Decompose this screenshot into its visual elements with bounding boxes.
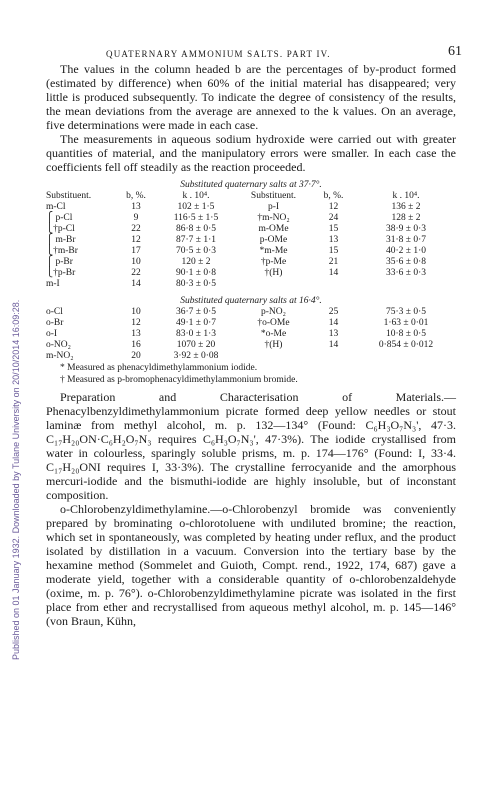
col-header: k . 10⁴.	[392, 191, 420, 201]
col-header: Substituent.	[46, 191, 92, 201]
table-cell: 83·0 ± 1·3	[175, 329, 217, 339]
table-cell: 10	[131, 257, 141, 267]
col-header: b, %.	[323, 191, 344, 201]
table-cell: 31·8 ± 0·7	[385, 235, 427, 245]
table-row	[46, 246, 456, 257]
table-cell: 128 ± 2	[391, 213, 421, 223]
table-cell: ⎧ p-Br	[46, 257, 73, 267]
col-header: b, %.	[126, 191, 146, 201]
table-cell: 15	[328, 224, 339, 234]
table-row	[46, 268, 456, 279]
table1-header-row	[46, 191, 456, 202]
table-cell: 22	[131, 224, 141, 234]
table-cell: †m-NO₂	[257, 213, 290, 223]
table-cell: ⎩†p-Br	[46, 268, 76, 278]
table-cell: 87·7 ± 1·1	[175, 235, 217, 245]
table-cell: 116·5 ± 1·5	[173, 213, 219, 223]
table-cell: m-I	[46, 279, 60, 289]
table-row	[46, 340, 456, 351]
table-cell: †(H)	[264, 340, 283, 350]
footnote: † Measured as p-bromophenacyldimethylammonium bromide.	[60, 375, 298, 385]
table-cell: 86·8 ± 0·5	[175, 224, 217, 234]
table-cell: 10	[131, 307, 141, 317]
running-title: QUATERNARY AMMONIUM SALTS. PART IV.	[106, 49, 331, 59]
table-cell: 14	[328, 318, 339, 328]
table-row	[46, 202, 456, 213]
table-row	[46, 351, 456, 362]
table-cell: o-Cl	[46, 307, 63, 317]
table-cell: 102 ± 1·5	[177, 202, 215, 212]
table-cell: 21	[328, 257, 339, 267]
table-cell: 33·6 ± 0·3	[385, 268, 427, 278]
table-cell: o-Br	[46, 318, 64, 328]
page-number: 61	[448, 44, 462, 59]
table-cell: ⎧ p-Cl	[46, 213, 73, 223]
table2-caption: Substituted quaternary salts at 16·4°.	[180, 296, 322, 306]
journal-page	[46, 44, 462, 628]
table-cell: 49·1 ± 0·7	[175, 318, 217, 328]
table-cell: 24	[328, 213, 339, 223]
table-cell	[236, 351, 311, 362]
table-row	[46, 257, 456, 268]
table-cell: p-I	[267, 202, 280, 212]
table-cell: 20	[131, 351, 141, 361]
table-row	[46, 213, 456, 224]
table-37-7	[46, 191, 456, 290]
table-cell: m-OMe	[258, 224, 289, 234]
table-cell: 12	[328, 202, 339, 212]
table-cell: 1070 ± 20	[176, 340, 216, 350]
table-cell: o-I	[46, 329, 58, 339]
table-cell: 14	[328, 340, 339, 350]
table-cell: 90·1 ± 0·8	[175, 268, 217, 278]
table-cell: o-NO₂	[46, 340, 71, 350]
table-cell: 120 ± 2	[181, 257, 211, 267]
table-cell: 25	[328, 307, 339, 317]
table-cell: p-OMe	[259, 235, 288, 245]
table-cell: ⎧ m-Br	[46, 235, 76, 245]
table-cell: †p-Me	[260, 257, 287, 267]
table-cell: 15	[328, 246, 339, 256]
table-row	[46, 235, 456, 246]
table-cell: 35·6 ± 0·8	[385, 257, 427, 267]
paragraph-3: Preparation and Characterisation of Materials.—Phenacylbenzyldimethylammonium picrate formed deep yellow needles or stout laminæ from methyl alcohol, m. p. 132—134° (Found: C₆H₃O₇N₃', 47·3. C₁₇H₂₀ON·C₆H₂O₇N₃ requires C₆H₃O₇N₃', 47·3%). The iodide crystallised from water in colourless, sparingly soluble prisms, m. p. 174—176° (Found: I, 33·4. C₁₇H₂₀ONI requires I, 33·3%). The crystalline ferrocyanide and the amorphous mercuri-iodide and the bismuthi-iodide are highly insoluble, but of inconstant composition.	[46, 390, 456, 502]
table-cell: p-NO₂	[261, 307, 286, 317]
table-cell: 14	[328, 268, 339, 278]
paragraph-2: The measurements in aqueous sodium hydroxide were carried out with greater quantities of material, and the manipulatory errors were smaller. In each case the coefficients fell off steadily as the reaction proceeded.	[46, 132, 456, 174]
table-cell: 16	[131, 340, 141, 350]
table-16-4	[46, 307, 456, 362]
table-cell	[311, 279, 356, 290]
table-cell: 80·3 ± 0·5	[175, 279, 217, 289]
table-cell: m-Cl	[46, 202, 66, 212]
table-cell: 10·8 ± 0·5	[385, 329, 427, 339]
table-cell: 70·5 ± 0·3	[175, 246, 217, 256]
table-cell: †(H)	[264, 268, 283, 278]
table-cell	[356, 351, 456, 362]
table-cell: 1·63 ± 0·01	[383, 318, 429, 328]
running-header	[46, 44, 462, 62]
table-cell: 3·92 ± 0·08	[173, 351, 219, 361]
table-cell: †o-OMe	[257, 318, 290, 328]
table-cell: 36·7 ± 0·5	[175, 307, 217, 317]
table-cell	[236, 279, 311, 290]
table-cell: 17	[131, 246, 141, 256]
table-cell: 14	[131, 279, 141, 289]
table-cell: 40·2 ± 1·0	[385, 246, 427, 256]
table-cell: *m-Me	[259, 246, 288, 256]
table-cell: 0·854 ± 0·012	[378, 340, 434, 350]
table-cell: 13	[328, 329, 339, 339]
table-cell: ⎩†m-Br	[46, 246, 78, 256]
col-header: Substituent.	[250, 191, 297, 201]
table-row	[46, 307, 456, 318]
footnote: * Measured as phenacyldimethylammonium iodide.	[60, 363, 258, 373]
table-cell: m-NO₂	[46, 351, 74, 361]
table-cell: 38·9 ± 0·3	[385, 224, 427, 234]
table-cell: 13	[328, 235, 339, 245]
table-cell: 12	[131, 318, 141, 328]
paragraph-1: The values in the column headed b are the percentages of by-product formed (estimated by difference) when 60% of the initial material has disappeared; very little is produced subsequently. To indicate the degree of consistency of the results, the mean deviations from the average are annexed to the k values. On an average, five determinations were made in each case.	[46, 62, 456, 132]
table-cell: 12	[131, 235, 141, 245]
col-header: k . 10⁴.	[182, 191, 210, 201]
download-watermark	[0, 20, 22, 660]
table-cell: ⎩†p-Cl	[46, 224, 75, 234]
table-cell: 13	[131, 202, 141, 212]
table-row	[46, 329, 456, 340]
paragraph-4: o-Chlorobenzyldimethylamine.—o-Chlorobenzyl bromide was conveniently prepared by brominating o-chlorotoluene with undiluted bromine; the reaction, which set in spontaneously, was completed by heating under reflux, and the product isolated by distillation in a vacuum. Conversion into the tertiary base by the hexamine method (Sommelet and Guioth, Compt. rend., 1922, 174, 687) gave a moderate yield, together with a considerable quantity of o-chlorobenzaldehyde (oxime, m. p. 76°). o-Chlorobenzyldimethylamine picrate was isolated in the first place from ether and recrystallised from aqueous methyl alcohol, m. p. 145—146° (von Braun, Kühn,	[46, 502, 456, 628]
table-cell: *o-Me	[260, 329, 287, 339]
download-watermark-text: Published on 01 January 1932. Downloaded by Tulane University on 20/10/2014 16:09:28.	[11, 299, 21, 660]
table-cell	[311, 351, 356, 362]
table-row	[46, 318, 456, 329]
table-row	[46, 279, 456, 290]
table-cell: 22	[131, 268, 141, 278]
table-cell: 75·3 ± 0·5	[385, 307, 427, 317]
table-cell	[356, 279, 456, 290]
table1-caption: Substituted quaternary salts at 37·7°.	[180, 180, 322, 190]
table-cell: 136 ± 2	[391, 202, 421, 212]
table-cell: 9	[133, 213, 139, 223]
table-cell: 13	[131, 329, 141, 339]
table-row	[46, 224, 456, 235]
